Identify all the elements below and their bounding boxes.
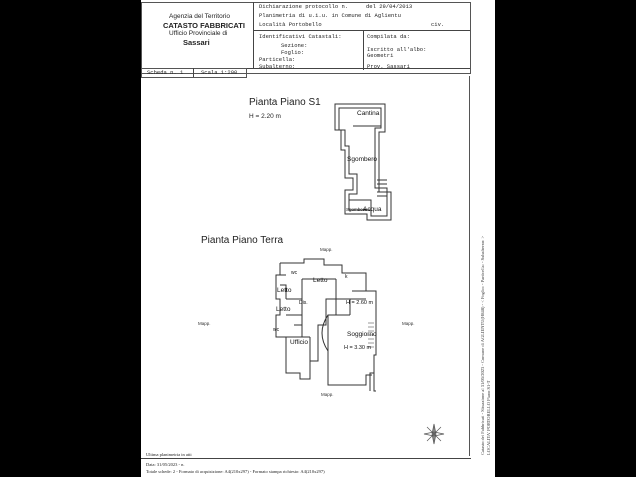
height-terra-1: H = 2.60 m bbox=[346, 300, 374, 306]
room-letto2: Letto bbox=[277, 287, 292, 294]
room-k: k bbox=[345, 274, 348, 280]
mapp-label-top: Mapp. bbox=[320, 247, 333, 252]
section-label: Sezione: bbox=[281, 42, 308, 49]
header-divider bbox=[253, 2, 254, 68]
room-cantina: Cantina bbox=[357, 110, 380, 117]
room-letto3: Letto bbox=[276, 306, 291, 313]
mapp-label-bottom: Mapp. bbox=[321, 392, 334, 397]
room-soggiorno: Soggiorno bbox=[347, 331, 377, 338]
registered-label: Iscritto all'albo: bbox=[367, 46, 427, 53]
protocol-date: del 29/04/2013 bbox=[366, 3, 413, 10]
protocol-label: Dichiarazione protocollo n. bbox=[259, 3, 349, 10]
planimetry-label: Planimetria di u.i.u. in Comune di Aglientu bbox=[259, 12, 401, 19]
room-dis: Dis. bbox=[299, 300, 308, 306]
agency-line2: CATASTO FABBRICATI bbox=[163, 21, 245, 30]
registered-value: Geometri bbox=[367, 52, 394, 59]
province-label: Prov. Sassari bbox=[367, 63, 410, 70]
cadastral-ids-label: Identificativi Catastali: bbox=[259, 33, 342, 40]
scale-label: Scala 1:200 bbox=[201, 69, 238, 76]
agency-line1: Agenzia del Territorio bbox=[169, 13, 230, 20]
mapp-label-left: Mapp. bbox=[198, 321, 211, 326]
room-wc2: wc bbox=[273, 327, 280, 333]
side-text-line2: LOCALITA' PORTOBELLO Piano S1-T bbox=[486, 380, 491, 455]
room-ufficio: Ufficio bbox=[290, 339, 308, 346]
footer-divider bbox=[141, 458, 471, 459]
title-s1: Pianta Piano S1 bbox=[249, 97, 321, 108]
scheda-label: Scheda n. 1 bbox=[147, 69, 184, 76]
civ-label: civ. bbox=[431, 21, 445, 28]
cadastral-sheet bbox=[141, 0, 495, 477]
room-acqua: Acqua bbox=[363, 206, 382, 213]
sub-label: Subalterno: bbox=[259, 63, 296, 70]
sheet-label: Foglio: bbox=[281, 49, 305, 56]
room-sgombero: Sgombero bbox=[347, 156, 377, 163]
compiled-label: Compilata da: bbox=[367, 33, 410, 40]
room-sgombero-small: Sgombero bbox=[346, 207, 367, 212]
mapp-label-right: Mapp. bbox=[402, 321, 415, 326]
floorplan-terra bbox=[266, 255, 386, 395]
parcel-label: Particella: bbox=[259, 56, 296, 63]
header-divider bbox=[363, 30, 364, 70]
footer-line1: Ultima planimetria in atti bbox=[146, 452, 192, 457]
agency-line4: Sassari bbox=[183, 38, 210, 47]
agency-line3: Ufficio Provinciale di bbox=[169, 30, 228, 37]
footer-line3: Totale schede: 2 - Formato di acquisizione: A4(210x297) - Formato stampa richiesto: A4(210x297) bbox=[146, 469, 325, 474]
location-label: Località Portobello bbox=[259, 21, 322, 28]
side-text-line1: Catasto dei Fabbricati - Situazione al 31/05/2023 - Comune di AGLIENTU(H848) - < Foglio: - Particella: - Subalterno: > bbox=[480, 235, 485, 455]
room-letto1: Letto bbox=[313, 277, 328, 284]
header-divider bbox=[253, 30, 470, 31]
north-arrow-icon bbox=[423, 423, 445, 445]
height-terra-2: H = 3.30 m bbox=[344, 345, 372, 351]
footer-line2: Data: 31/05/2023 - n. bbox=[146, 462, 185, 467]
height-s1: H = 2.20 m bbox=[249, 113, 281, 120]
room-wc1: wc bbox=[291, 270, 298, 276]
title-terra: Pianta Piano Terra bbox=[201, 235, 284, 246]
